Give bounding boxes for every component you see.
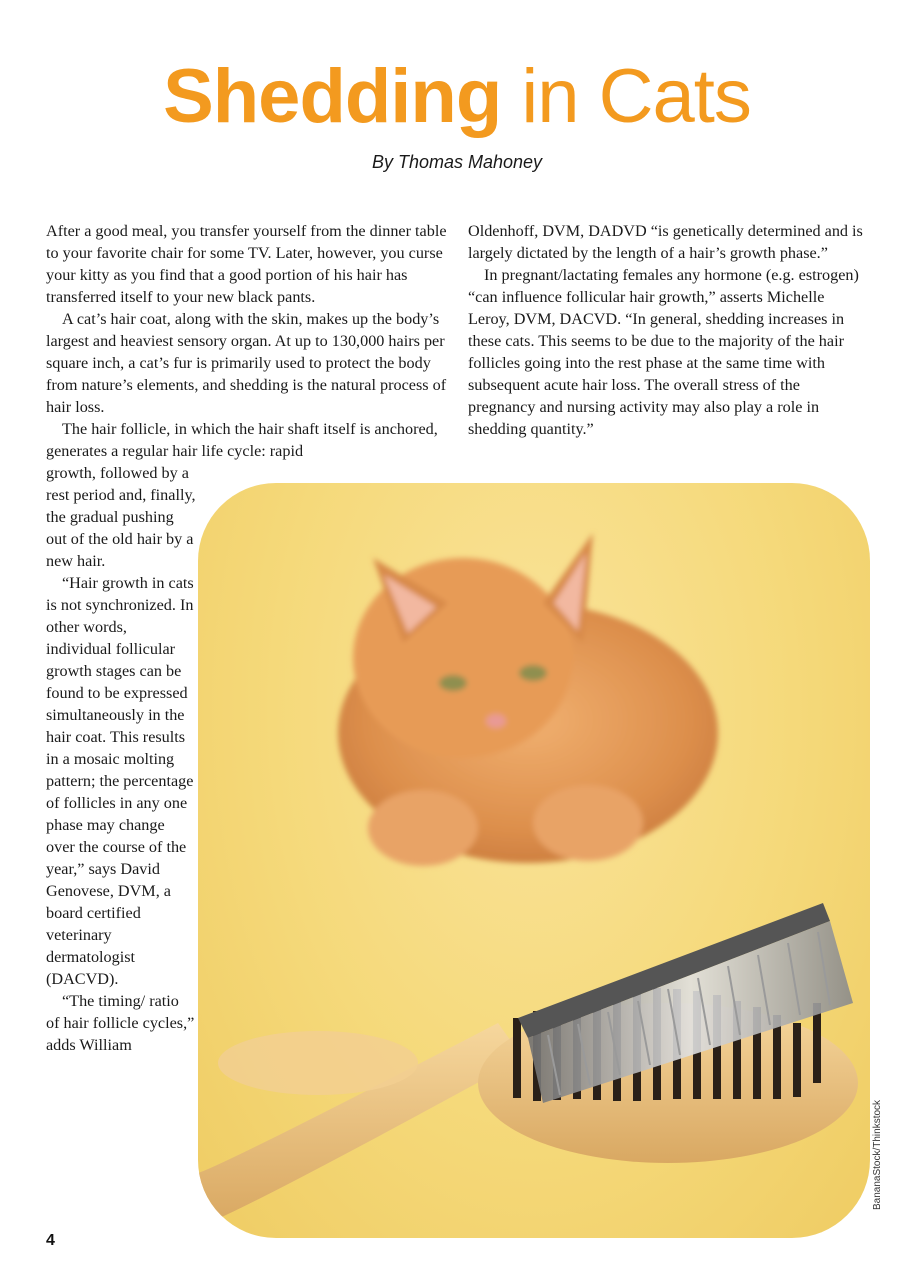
page-number: 4 <box>46 1232 55 1249</box>
cat-icon <box>338 533 718 866</box>
paragraph: A cat’s hair coat, along with the skin, makes up the body’s largest and heaviest sensory organ. At up to 130,000 hairs per square inch, a cat’s fur is primarily used to protect the body from nature’s elements, and shedding is the natural process of hair loss. <box>46 310 447 416</box>
paragraph: After a good meal, you transfer yourself from the dinner table to your favorite chair for some TV. Later, however, you curse your kitty as you find that a good portion of his hair has transferred itself to your new black pants. <box>46 222 447 306</box>
paragraph: Oldenhoff, DVM, DADVD “is genetically determined and is largely dictated by the length of a hair’s growth phase.” <box>468 222 863 262</box>
paragraph: “Hair growth in cats is not synchronized. In other words, individual follicular growth stages can be found to be expressed simultaneously in the hair coat. This results in a mosaic molting pattern; the percentage of follicles in any one phase may change over the course of the year,” says David Genovese, DVM, a board certified veterinary dermatologist (DACVD). <box>46 574 194 988</box>
title-light: in Cats <box>521 54 751 139</box>
cat-photo <box>198 483 870 1238</box>
paragraph: In pregnant/lactating females any hormone (e.g. estrogen) “can influence follicular hair growth,” asserts Michelle Leroy, DVM, DACVD. “In general, shedding increases in these cats. This seems to be due to the majority of the hair follicles going into the rest phase at the same time with subsequent acute hair loss. The overall stress of the pregnancy and nursing activity may also play a role in shedding quantity.” <box>468 266 859 438</box>
photo-credit: BananaStock/Thinkstock <box>872 1099 883 1210</box>
article-title <box>0 52 914 142</box>
column-left-narrow <box>46 462 196 1056</box>
paragraph: “The timing/ ratio of hair follicle cycles,” adds William <box>46 992 195 1054</box>
column-left <box>46 220 448 462</box>
cat-and-brush-illustration <box>198 483 870 1238</box>
paragraph: growth, followed by a rest period and, finally, the gradual pushing out of the old hair by a new hair. <box>46 464 196 570</box>
title-bold: Shedding <box>163 54 502 139</box>
column-right <box>468 220 868 440</box>
byline: By Thomas Mahoney <box>371 152 543 172</box>
paragraph: The hair follicle, in which the hair shaft itself is anchored, generates a regular hair life cycle: rapid <box>46 420 438 460</box>
